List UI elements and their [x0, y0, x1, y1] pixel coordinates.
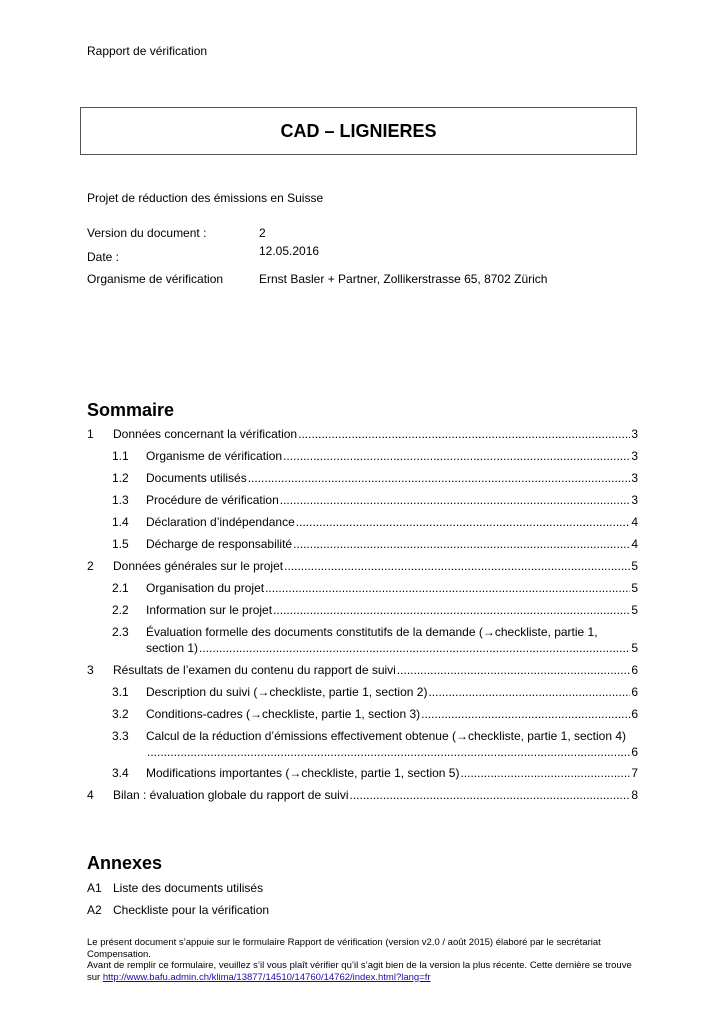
annex-number: A1	[87, 881, 102, 895]
toc-entry-3-2[interactable]	[87, 707, 638, 723]
annex-text: Liste des documents utilisés	[113, 881, 264, 895]
toc-page: 5	[631, 559, 638, 573]
footer-note	[87, 937, 642, 983]
toc-page: 4	[631, 537, 638, 551]
toc-text: Documents utilisés	[146, 471, 247, 485]
toc-text-continued: section 1)	[146, 641, 199, 655]
toc-page: 6	[631, 663, 638, 677]
toc-text: Information sur le projet	[146, 603, 273, 617]
toc-page: 3	[631, 471, 638, 485]
toc-page: 6	[631, 685, 638, 699]
toc-text: Résultats de l’examen du contenu du rapport de suivi	[113, 663, 396, 677]
toc-text: Données générales sur le projet	[113, 559, 284, 573]
footer-line-2-text: Avant de remplir ce formulaire, veuillez s’il vous plaît vérifier qu’il s’agit bien de la version la plus récente. Cette dernière se trouve sur	[87, 960, 632, 983]
toc-entry-4[interactable]	[87, 788, 638, 804]
toc-page: 3	[631, 493, 638, 507]
title-box	[80, 107, 637, 155]
footer-line-2	[87, 960, 642, 983]
toc-entry-1[interactable]	[87, 427, 638, 443]
toc-entry-3[interactable]	[87, 663, 638, 679]
toc-number: 2.3	[112, 625, 129, 639]
toc-text: Décharge de responsabilité	[146, 537, 293, 551]
toc-number: 2.2	[112, 603, 129, 617]
toc-text: Modifications importantes (→checkliste, partie 1, section 5)	[146, 766, 460, 780]
toc-entry-3-1[interactable]	[87, 685, 638, 701]
toc-entry-2[interactable]	[87, 559, 638, 575]
toc-number: 3.4	[112, 766, 129, 780]
toc-page: 5	[631, 641, 638, 655]
toc-text: Organisme de vérification	[146, 449, 283, 463]
toc-number: 4	[87, 788, 94, 802]
toc-entry-1-4[interactable]	[87, 515, 638, 531]
toc-text: Procédure de vérification	[146, 493, 279, 507]
annexes-heading: Annexes	[87, 853, 163, 873]
annex-number: A2	[87, 903, 102, 917]
toc-text: Évaluation formelle des documents constitutifs de la demande (→checkliste, partie 1,	[146, 625, 598, 639]
toc-entry-2-2[interactable]	[87, 603, 638, 619]
toc-text: Données concernant la vérification	[113, 427, 298, 441]
toc-number: 3.1	[112, 685, 129, 699]
footer-line-1: Le présent document s’appuie sur le formulaire Rapport de vérification (version v2.0 / août 2015) élaboré par le secrétariat Compensation.	[87, 937, 601, 960]
version-label: Version du document :	[87, 226, 207, 240]
toc-number: 1	[87, 427, 94, 441]
toc-number: 3	[87, 663, 94, 677]
toc-text: Bilan : évaluation globale du rapport de suivi	[113, 788, 349, 802]
bafu-link[interactable]: http://www.bafu.admin.ch/klima/13877/14510/14760/14762/index.html?lang=fr	[102, 971, 431, 983]
toc-page: 6	[631, 707, 638, 721]
toc-text: Description du suivi (→checkliste, partie 1, section 2)	[146, 685, 428, 699]
toc-page: 6	[631, 745, 638, 759]
toc-text: Conditions-cadres (→checkliste, partie 1, section 3)	[146, 707, 421, 721]
toc-entry-3-4[interactable]	[87, 766, 638, 782]
running-header: Rapport de vérification	[87, 44, 208, 58]
version-value: 2	[259, 226, 266, 240]
date-label: Date :	[87, 250, 120, 264]
toc-number: 1.4	[112, 515, 129, 529]
document-title: CAD – LIGNIERES	[280, 120, 437, 141]
project-type: Projet de réduction des émissions en Suisse	[87, 191, 324, 205]
annex-text: Checkliste pour la vérification	[113, 903, 270, 917]
toc-number: 1.3	[112, 493, 129, 507]
toc-page: 5	[631, 603, 638, 617]
toc-entry-2-1[interactable]	[87, 581, 638, 597]
toc-page: 7	[631, 766, 638, 780]
toc-number: 2	[87, 559, 94, 573]
toc-entry-1-2[interactable]	[87, 471, 638, 487]
toc-entry-3-3[interactable]	[87, 729, 638, 761]
toc-heading: Sommaire	[87, 400, 175, 420]
toc-text: Organisation du projet	[146, 581, 265, 595]
toc-entry-1-1[interactable]	[87, 449, 638, 465]
toc-number: 1.2	[112, 471, 129, 485]
toc-number: 2.1	[112, 581, 129, 595]
organisation-label: Organisme de vérification	[87, 272, 224, 286]
toc-number: 3.3	[112, 729, 129, 743]
toc-page: 4	[631, 515, 638, 529]
toc-text: Déclaration d’indépendance	[146, 515, 295, 529]
toc-entry-2-3[interactable]	[87, 625, 638, 657]
date-value: 12.05.2016	[259, 244, 320, 258]
toc-number: 1.1	[112, 449, 129, 463]
toc-page: 3	[631, 427, 638, 441]
toc-entry-1-3[interactable]	[87, 493, 638, 509]
toc-number: 1.5	[112, 537, 129, 551]
toc-text: Calcul de la réduction d’émissions effectivement obtenue (→checkliste, partie 1, section 4)	[146, 729, 627, 743]
toc-number: 3.2	[112, 707, 129, 721]
toc-page: 3	[631, 449, 638, 463]
toc-entry-1-5[interactable]	[87, 537, 638, 553]
toc-page: 5	[631, 581, 638, 595]
toc-page: 8	[631, 788, 638, 802]
organisation-value: Ernst Basler + Partner, Zollikerstrasse 65, 8702 Zürich	[259, 272, 548, 286]
